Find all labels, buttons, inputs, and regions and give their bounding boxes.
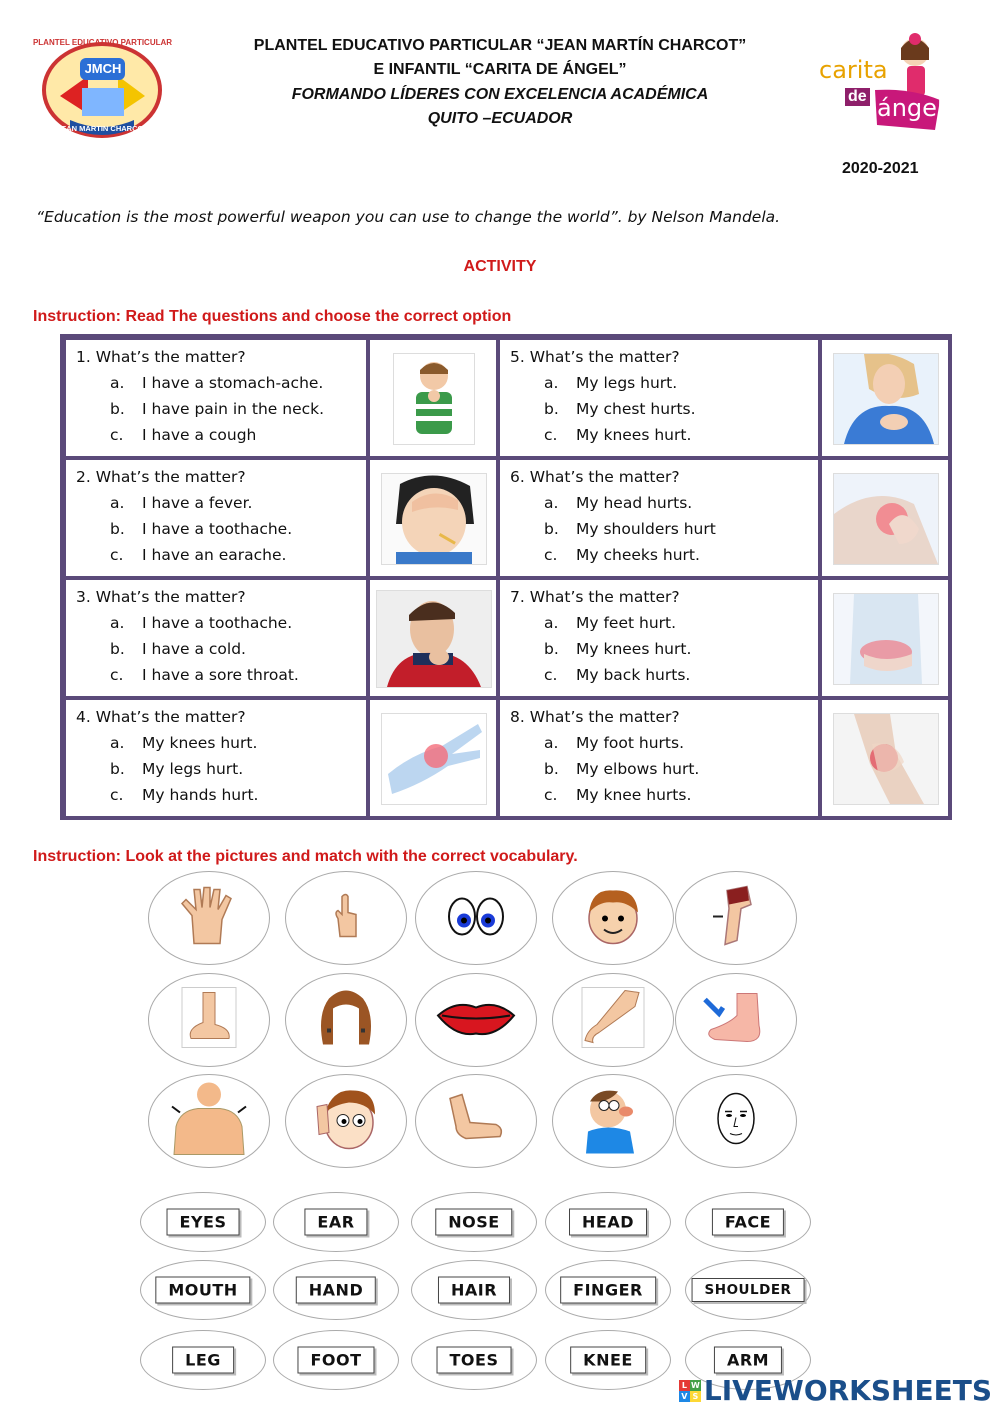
option-a[interactable] — [76, 610, 366, 636]
word-oval[interactable] — [140, 1330, 266, 1390]
picture-oval[interactable] — [285, 973, 407, 1067]
logo-angel: ángel — [877, 94, 944, 122]
option-letter: c. — [110, 666, 124, 684]
arm-icon — [446, 1091, 506, 1152]
option-letter: b. — [544, 520, 559, 538]
question-title: 3. What’s the matter? — [76, 588, 246, 606]
option-text: I have a fever. — [142, 494, 253, 512]
question-text — [500, 700, 818, 808]
header-line-4: QUITO –ECUADOR — [427, 110, 573, 127]
foot-icon — [181, 987, 237, 1054]
option-c[interactable] — [76, 782, 366, 808]
vocabulary-word: FACE — [712, 1209, 784, 1236]
option-text: My knees hurt. — [142, 734, 258, 752]
option-text: My foot hurts. — [576, 734, 685, 752]
option-letter: c. — [110, 546, 124, 564]
picture-oval[interactable] — [552, 871, 674, 965]
carita-de-angel-logo — [815, 30, 945, 135]
question-picture-cell — [368, 698, 498, 818]
option-a[interactable] — [510, 610, 818, 636]
option-a[interactable] — [76, 490, 366, 516]
vocabulary-word: EYES — [167, 1209, 240, 1236]
vocabulary-word: HAND — [296, 1277, 376, 1304]
option-text: My back hurts. — [576, 666, 691, 684]
option-b[interactable] — [76, 396, 366, 422]
question-title: 8. What’s the matter? — [510, 708, 680, 726]
option-text: My legs hurt. — [576, 374, 678, 392]
option-b[interactable] — [76, 516, 366, 542]
option-text: My chest hurts. — [576, 400, 696, 418]
ear-icon — [313, 1085, 379, 1158]
option-letter: b. — [544, 760, 559, 778]
vocabulary-word: NOSE — [435, 1209, 512, 1236]
option-b[interactable] — [76, 636, 366, 662]
word-oval[interactable] — [545, 1330, 671, 1390]
picture-oval[interactable] — [675, 1074, 797, 1168]
activity-title: ACTIVITY — [463, 258, 537, 275]
header-line-3: FORMANDO LÍDERES CON EXCELENCIA ACADÉMICA — [291, 86, 709, 103]
face-icon — [714, 1090, 758, 1153]
option-text: My knee hurts. — [576, 786, 692, 804]
vocabulary-word: SHOULDER — [692, 1278, 805, 1302]
option-text: I have a toothache. — [142, 520, 293, 538]
question-title: 6. What’s the matter? — [510, 468, 680, 486]
option-letter: c. — [544, 666, 558, 684]
question-text — [66, 340, 366, 448]
eyes-icon — [444, 893, 508, 944]
word-oval[interactable] — [685, 1192, 811, 1252]
question-cell — [64, 578, 368, 698]
option-letter: a. — [544, 614, 559, 632]
question-text — [500, 580, 818, 688]
hair-icon — [315, 985, 377, 1056]
logo-de: de — [845, 88, 870, 106]
quote: “Education is the most powerful weapon you can use to change the world”. by Nelson Mandela. — [36, 208, 781, 226]
vocabulary-word: HAIR — [438, 1277, 510, 1304]
option-a[interactable] — [510, 490, 818, 516]
vocabulary-word: EAR — [304, 1209, 367, 1236]
leg-icon — [581, 987, 645, 1054]
option-a[interactable] — [510, 370, 818, 396]
header-line-1: PLANTEL EDUCATIVO PARTICULAR “JEAN MARTÍN CHARCOT” — [253, 37, 747, 54]
logo-carita: carita — [819, 56, 888, 84]
picture-oval[interactable] — [148, 973, 270, 1067]
vocabulary-word: MOUTH — [155, 1277, 250, 1304]
mouth-icon — [434, 998, 518, 1043]
option-b[interactable] — [510, 396, 818, 422]
question-picture-cell — [368, 458, 498, 578]
question-cell — [64, 698, 368, 818]
option-text: My legs hurt. — [142, 760, 244, 778]
option-c[interactable] — [510, 782, 818, 808]
word-oval[interactable] — [273, 1192, 399, 1252]
picture-oval[interactable] — [552, 973, 674, 1067]
question-cell — [498, 458, 820, 578]
logo-bottom-text: JEAN MARTIN CHARCOT — [57, 124, 148, 133]
logo-mid-text: JMCH — [84, 61, 122, 76]
option-letter: a. — [110, 374, 125, 392]
liveworksheets-badge-icon: L W V S — [679, 1380, 701, 1402]
symptom-picture — [381, 473, 487, 565]
question-table — [60, 334, 952, 820]
picture-oval[interactable] — [415, 871, 537, 965]
word-oval[interactable] — [411, 1330, 537, 1390]
question-title: 5. What’s the matter? — [510, 348, 680, 366]
symptom-picture — [381, 713, 487, 805]
question-cell — [498, 698, 820, 818]
option-a[interactable] — [76, 730, 366, 756]
symptom-picture — [376, 590, 492, 688]
nose-icon — [578, 1084, 648, 1159]
vocabulary-word: ARM — [714, 1347, 782, 1374]
word-oval[interactable] — [545, 1260, 671, 1320]
picture-oval[interactable] — [415, 1074, 537, 1168]
option-text: I have pain in the neck. — [142, 400, 325, 418]
question-title: 4. What’s the matter? — [76, 708, 246, 726]
option-c[interactable] — [510, 542, 818, 568]
option-text: I have a toothache. — [142, 614, 293, 632]
picture-oval[interactable] — [675, 973, 797, 1067]
question-picture-cell — [820, 458, 950, 578]
option-text: I have an earache. — [142, 546, 287, 564]
question-text — [500, 460, 818, 568]
toes-icon — [701, 990, 771, 1051]
option-letter: a. — [110, 614, 125, 632]
option-b[interactable] — [510, 756, 818, 782]
option-letter: b. — [544, 640, 559, 658]
vocabulary-word: FINGER — [560, 1277, 656, 1304]
symptom-picture — [833, 593, 939, 685]
shoulder-icon — [170, 1081, 248, 1162]
picture-oval[interactable] — [415, 973, 537, 1067]
question-cell — [64, 338, 368, 458]
question-cell — [64, 458, 368, 578]
option-letter: a. — [544, 374, 559, 392]
option-c[interactable] — [76, 662, 366, 688]
option-letter: b. — [110, 760, 125, 778]
option-text: I have a cough — [142, 426, 257, 444]
option-text: My knees hurt. — [576, 426, 692, 444]
option-b[interactable] — [510, 636, 818, 662]
picture-oval[interactable] — [285, 1074, 407, 1168]
option-a[interactable] — [510, 730, 818, 756]
option-b[interactable] — [76, 756, 366, 782]
option-text: My hands hurt. — [142, 786, 259, 804]
option-letter: c. — [544, 546, 558, 564]
option-letter: a. — [544, 734, 559, 752]
question-text — [66, 700, 366, 808]
question-picture-cell — [820, 338, 950, 458]
watermark-text: LIVEWORKSHEETS — [703, 1374, 992, 1407]
option-letter: b. — [110, 400, 125, 418]
question-cell — [498, 578, 820, 698]
liveworksheets-watermark — [679, 1374, 992, 1407]
question-picture-cell — [368, 338, 498, 458]
word-oval[interactable] — [140, 1260, 266, 1320]
option-a[interactable] — [76, 370, 366, 396]
option-c[interactable] — [76, 542, 366, 568]
question-text — [500, 340, 818, 448]
question-text — [66, 580, 366, 688]
school-year: 2020-2021 — [842, 160, 919, 177]
option-text: I have a sore throat. — [142, 666, 299, 684]
option-text: My cheeks hurt. — [576, 546, 700, 564]
vocabulary-word: HEAD — [569, 1209, 647, 1236]
question-picture-cell — [368, 578, 498, 698]
option-text: I have a stomach-ache. — [142, 374, 324, 392]
symptom-picture — [833, 353, 939, 445]
question-text — [66, 460, 366, 568]
school-logo — [30, 36, 175, 144]
question-title: 7. What’s the matter? — [510, 588, 680, 606]
symptom-picture — [833, 473, 939, 565]
question-title: 2. What’s the matter? — [76, 468, 246, 486]
instruction-2: Instruction: Look at the pictures and match with the correct vocabulary. — [33, 848, 578, 865]
picture-oval[interactable] — [148, 871, 270, 965]
question-picture-cell — [820, 698, 950, 818]
vocabulary-word: LEG — [172, 1347, 234, 1374]
option-c[interactable] — [510, 662, 818, 688]
option-text: My knees hurt. — [576, 640, 692, 658]
option-letter: b. — [110, 520, 125, 538]
word-oval[interactable] — [273, 1330, 399, 1390]
question-cell — [498, 338, 820, 458]
option-letter: c. — [110, 786, 124, 804]
option-letter: a. — [544, 494, 559, 512]
elbow-icon — [711, 883, 761, 954]
symptom-picture — [833, 713, 939, 805]
finger-icon — [326, 893, 366, 944]
option-c[interactable] — [510, 422, 818, 448]
option-letter: b. — [544, 400, 559, 418]
vocabulary-word: KNEE — [570, 1347, 646, 1374]
option-text: My feet hurt. — [576, 614, 677, 632]
picture-oval[interactable] — [148, 1074, 270, 1168]
word-oval[interactable] — [140, 1192, 266, 1252]
option-text: I have a cold. — [142, 640, 246, 658]
picture-oval[interactable] — [285, 871, 407, 965]
header-line-2: E INFANTIL “CARITA DE ÁNGEL” — [373, 61, 627, 78]
word-oval[interactable] — [685, 1260, 811, 1320]
instruction-1: Instruction: Read The questions and choose the correct option — [33, 308, 512, 325]
option-text: My head hurts. — [576, 494, 693, 512]
option-c[interactable] — [76, 422, 366, 448]
vocabulary-word: FOOT — [297, 1347, 374, 1374]
option-letter: a. — [110, 494, 125, 512]
option-text: My elbows hurt. — [576, 760, 700, 778]
question-picture-cell — [820, 578, 950, 698]
head-icon — [582, 885, 644, 952]
question-title: 1. What’s the matter? — [76, 348, 246, 366]
option-letter: c. — [110, 426, 124, 444]
symptom-picture — [393, 353, 475, 445]
option-letter: c. — [544, 786, 558, 804]
option-letter: b. — [110, 640, 125, 658]
option-b[interactable] — [510, 516, 818, 542]
hand-icon — [174, 886, 244, 951]
word-oval[interactable] — [411, 1192, 537, 1252]
word-oval[interactable] — [545, 1192, 671, 1252]
picture-oval[interactable] — [552, 1074, 674, 1168]
option-letter: a. — [110, 734, 125, 752]
option-letter: c. — [544, 426, 558, 444]
word-oval[interactable] — [273, 1260, 399, 1320]
word-oval[interactable] — [411, 1260, 537, 1320]
logo-top-text: PLANTEL EDUCATIVO PARTICULAR — [32, 38, 173, 47]
picture-oval[interactable] — [675, 871, 797, 965]
vocabulary-word: TOES — [437, 1347, 512, 1374]
option-text: My shoulders hurt — [576, 520, 716, 538]
